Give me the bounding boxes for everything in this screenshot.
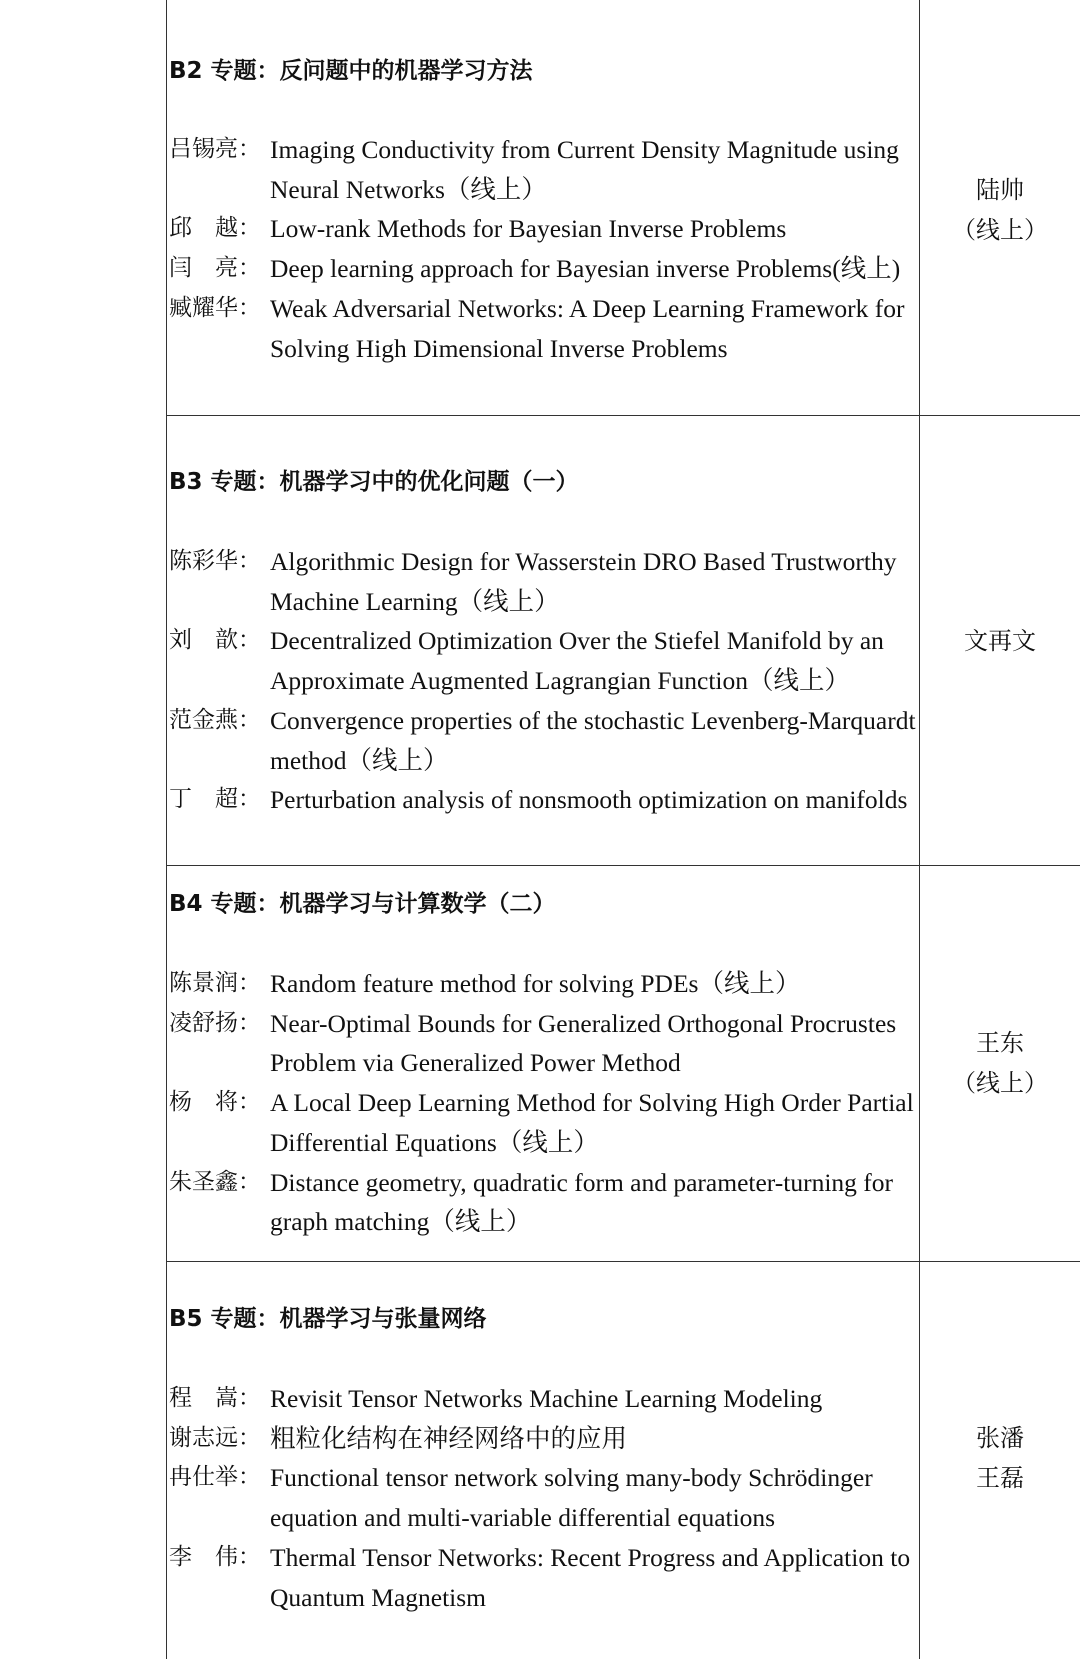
talk-item bbox=[169, 1538, 921, 1617]
talk-item bbox=[169, 130, 921, 209]
session-title: B4 专题：机器学习与计算数学（二） bbox=[169, 891, 556, 917]
talk-list bbox=[169, 542, 921, 820]
session-chair bbox=[924, 170, 1076, 250]
talk-title: Thermal Tensor Networks: Recent Progress and Application to Quantum Magnetism bbox=[270, 1542, 911, 1612]
speaker-name: 邱 越： bbox=[169, 215, 261, 242]
speaker-name: 丁 超： bbox=[169, 786, 261, 813]
table-border-left bbox=[166, 0, 167, 1659]
speaker-name: 陈彩华： bbox=[169, 548, 261, 574]
chair-note: （线上） bbox=[952, 216, 1048, 244]
talk-item bbox=[169, 1458, 921, 1537]
speaker-name: 闫 亮： bbox=[169, 255, 261, 282]
speaker-name: 吕锡亮： bbox=[169, 136, 261, 162]
talk-title: Convergence properties of the stochastic Levenberg-Marquardt method（线上） bbox=[270, 705, 916, 775]
talk-list bbox=[169, 130, 921, 368]
talk-item bbox=[169, 1163, 921, 1242]
talk-item bbox=[169, 1379, 921, 1419]
talk-item bbox=[169, 1083, 921, 1162]
talk-title: Distance geometry, quadratic form and parameter-turning for graph matching（线上） bbox=[270, 1167, 894, 1237]
session-title: B5 专题：机器学习与张量网络 bbox=[169, 1306, 487, 1332]
talk-item bbox=[169, 780, 921, 820]
talk-title: Weak Adversarial Networks: A Deep Learning Framework for Solving High Dimensional Inverse Problems bbox=[270, 293, 905, 363]
talk-title: Decentralized Optimization Over the Stiefel Manifold by an Approximate Augmented Lagrangian Function（线上） bbox=[270, 626, 884, 696]
talk-item bbox=[169, 1419, 921, 1459]
talk-list bbox=[169, 1379, 921, 1617]
talk-item bbox=[169, 209, 921, 249]
chair-name: 张潘 bbox=[976, 1424, 1024, 1452]
speaker-name: 程 嵩： bbox=[169, 1385, 261, 1411]
session-chair bbox=[924, 621, 1076, 661]
speaker-name: 冉仕举： bbox=[169, 1464, 261, 1491]
session-title: B2 专题：反问题中的机器学习方法 bbox=[169, 58, 533, 84]
talk-title: Deep learning approach for Bayesian inverse Problems(线上) bbox=[270, 254, 901, 284]
chair-name: 王东 bbox=[976, 1029, 1024, 1057]
talk-item bbox=[169, 289, 921, 368]
session-title: B3 专题：机器学习中的优化问题（一） bbox=[169, 469, 579, 495]
talk-item bbox=[169, 621, 921, 700]
row-divider bbox=[166, 415, 1080, 416]
talk-title: Perturbation analysis of nonsmooth optimization on manifolds bbox=[270, 785, 908, 815]
talk-title: Random feature method for solving PDEs（线上） bbox=[270, 969, 801, 998]
talk-list bbox=[169, 964, 921, 1242]
chair-name: 王磊 bbox=[976, 1464, 1024, 1492]
speaker-name: 陈景润： bbox=[169, 970, 261, 996]
row-divider bbox=[166, 1261, 1080, 1262]
session-chair bbox=[924, 1023, 1076, 1103]
speaker-name: 范金燕： bbox=[169, 706, 261, 733]
speaker-name: 谢志远： bbox=[169, 1424, 261, 1451]
speaker-name: 刘 歆： bbox=[169, 627, 261, 654]
talk-title: Low-rank Methods for Bayesian Inverse Problems bbox=[270, 214, 787, 244]
speaker-name: 李 伟： bbox=[169, 1543, 261, 1570]
talk-title: Functional tensor network solving many-body Schrödinger equation and multi-variable differential equations bbox=[270, 1463, 873, 1533]
chair-name: 陆帅 bbox=[976, 176, 1024, 204]
talk-title: Imaging Conductivity from Current Density Magnitude using Neural Networks（线上） bbox=[270, 135, 899, 204]
speaker-name: 臧耀华： bbox=[169, 294, 261, 321]
talk-title: 粗粒化结构在神经网络中的应用 bbox=[270, 1423, 628, 1453]
talk-item bbox=[169, 964, 921, 1004]
speaker-name: 杨 将： bbox=[169, 1089, 261, 1116]
speaker-name: 凌舒扬： bbox=[169, 1009, 261, 1036]
talk-item bbox=[169, 249, 921, 289]
talk-item bbox=[169, 542, 921, 621]
row-divider bbox=[166, 865, 1080, 866]
speaker-name: 朱圣鑫： bbox=[169, 1168, 261, 1195]
talk-title: Near-Optimal Bounds for Generalized Orthogonal Procrustes Problem via Generalized Power Method bbox=[270, 1008, 897, 1078]
chair-name: 文再文 bbox=[964, 627, 1036, 655]
talk-item bbox=[169, 701, 921, 780]
chair-note: （线上） bbox=[952, 1069, 1048, 1097]
talk-title: A Local Deep Learning Method for Solving High Order Partial Differential Equations（线上） bbox=[270, 1088, 914, 1157]
talk-title: Algorithmic Design for Wasserstein DRO Based Trustworthy Machine Learning（线上） bbox=[270, 547, 897, 616]
talk-item bbox=[169, 1004, 921, 1083]
talk-title: Revisit Tensor Networks Machine Learning Modeling bbox=[270, 1384, 823, 1413]
session-chair bbox=[924, 1418, 1076, 1498]
